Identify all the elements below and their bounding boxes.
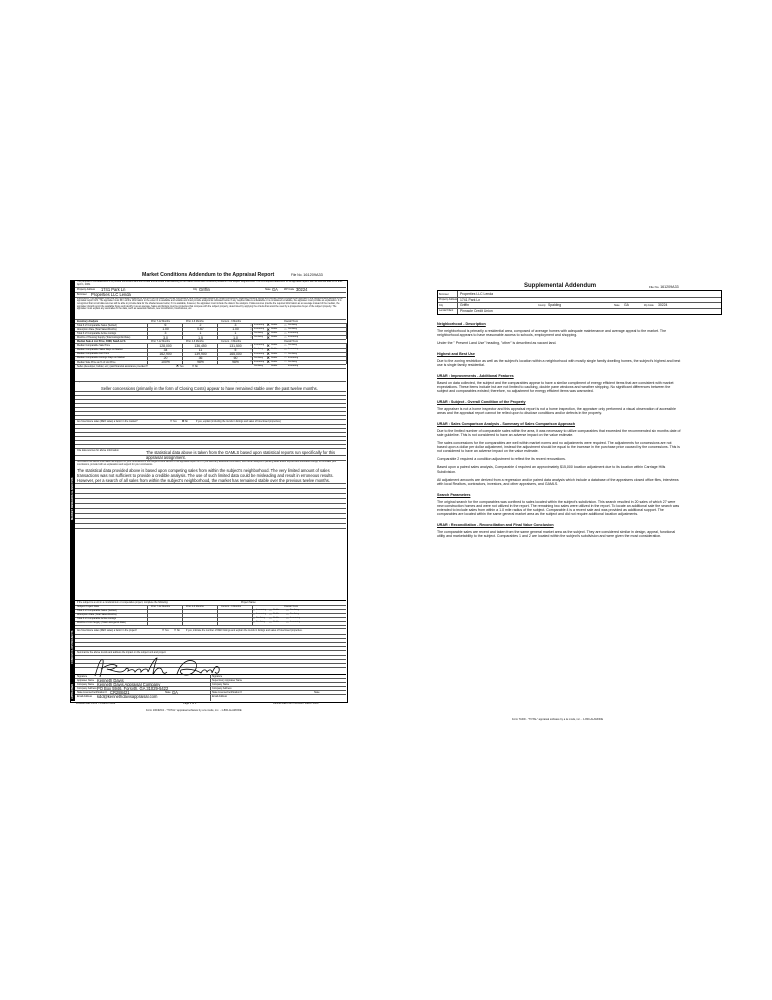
right-state: GA xyxy=(624,303,629,307)
condo-table-header: Overall Trend xyxy=(284,605,299,608)
trend-checked-mark: ✕ xyxy=(266,351,271,356)
table-cell-value: 136,450 xyxy=(194,343,207,348)
table-header: Current - 3 Months xyxy=(221,319,241,323)
section-paragraph: The original search for the comparables was confined to sales located within the subject's subdivision. This search resulted in 20 sales of which 27 were new construction homes and were not utilized in the report. The remaining two sales were utilized in the report. To locate an additional sale the search was extended to include sales from within a 1.0 mile radius of the subject. Comparable 4 is a recent sale and was provided as additional support. The comparables are located within the same general market area as the subject and did not require additional location adjustments. xyxy=(437,499,680,516)
section-heading: Highest and Best Use xyxy=(437,351,475,356)
table-cell-value: 1 xyxy=(199,331,202,336)
condo-trend-option[interactable]: Declining xyxy=(290,609,299,612)
table-row-label: Absorption Rate (Total Sales/Months) xyxy=(77,327,117,331)
trend-checkbox[interactable]: ☐ xyxy=(250,361,253,364)
condo-trend-checkbox[interactable]: ☐ xyxy=(252,618,255,620)
table-cell-value: 1.5 xyxy=(198,335,203,340)
condo-trend-checkbox[interactable]: ☐ xyxy=(269,618,272,620)
trend-checked-mark: ✕ xyxy=(266,346,271,352)
trend-option[interactable]: Stable xyxy=(271,332,278,335)
condo-trend-checkbox[interactable]: ☐ xyxy=(286,622,289,624)
zip-value: 30224 xyxy=(296,287,308,292)
trend-checkbox[interactable]: ☐ xyxy=(250,357,253,360)
trend-checkbox[interactable]: ☐ xyxy=(284,324,287,327)
intro-text: The purpose of this addendum is to provide the lender/client with a clear and accurate understanding of the market trends and conditions prevalent in the subject neighborhood. This is a required addendum for all appraisal reports with an effective date on or after April 1, 2009. xyxy=(77,281,343,286)
trend-checkbox[interactable]: ☐ xyxy=(250,353,253,356)
form-title: Market Conditions Addendum to the Appraisal Report xyxy=(142,272,275,278)
instructions-text: Instructions: The appraiser must use the information required on this form as the basis for his/her conclusions, and must provide support for those conclusions, regarding housing trends and overall market conditions as reported in the Neighborhood section of the appraisal report form. The appraiser must fill in all the information to the extent it is available and reliable and must provide analysis as indicated below. If any required data is unavailable or is considered unreliable, the appraiser must provide an explanation. It is recognized that not all data sources will be able to provide data for the shaded areas below; if it is available, however, the appraiser must include the data in the analysis. If data sources provide the required information as an average instead of the median, the appraiser should report the available figure and identify it as an average. Sales and listings must be properties that compete with the subject property, determined by applying the criteria that would be used by a prospective buyer of the subject property. The appraiser must explain any anomalies in the data, such as seasonal markets, new construction, foreclosures, etc. xyxy=(77,297,343,311)
table-cell-value: 139,900 xyxy=(194,351,207,356)
trend-option[interactable]: Declining xyxy=(254,332,263,335)
right-borrower: Properties LLC Lenda xyxy=(460,292,493,296)
condo-foreclosure-prompt: Are foreclosure sales (REO sales) a factor in the project? xyxy=(77,628,138,632)
project-name-label: Project Name: xyxy=(241,601,257,604)
table-row-label: Median Comparable Sales Days on Market xyxy=(77,348,123,352)
trend-option[interactable]: Stable xyxy=(271,344,278,347)
condo-trend-option[interactable]: Increasing xyxy=(256,613,267,616)
condo-table-header: Prior 7-12 Months xyxy=(151,605,171,608)
condo-trend-option[interactable]: Stable xyxy=(273,613,280,616)
sidebar-market-label: MARKET RESEARCH & ANALYSIS xyxy=(70,477,74,520)
condo-trend-checkbox[interactable]: ☐ xyxy=(252,622,255,624)
foreclosure-yes-checkbox[interactable]: ☐ Yes xyxy=(170,420,177,423)
table-cell-value: 20 xyxy=(163,355,168,360)
condo-row-label: Months of Unit Supply (Total Listings/Ab.Rate) xyxy=(77,621,126,625)
seller-paid-yes-checkbox[interactable]: ✕ Yes xyxy=(176,364,184,369)
table-cell-value: 34 xyxy=(163,347,168,352)
section-paragraph: Under the " Present Land Use" heading, "other" is described as vacant land. xyxy=(437,341,557,346)
section-heading: URAR : Subject - Overall Condition of the Property xyxy=(437,399,526,404)
trend-option[interactable]: Increasing xyxy=(254,360,265,363)
table-header: Prior 4-6 Months xyxy=(186,340,204,343)
footer-left: Freddie Mac Form 71 March 2009 xyxy=(76,702,116,705)
table-header: Prior 7-12 Months xyxy=(151,340,171,343)
section-paragraph: The neighborhood is primarily a residential area, composed of average homes with adequate maintenance and average appeal to the market. The neighborhood appears to have reasonable access to schools, employment and shopping. xyxy=(437,329,667,338)
section-paragraph: The appraiser is not a home inspector and this appraisal report is not a home inspection, the appraiser only performed a visual observation of accessible areas and the appraisal report cannot be relied upon to disclose conditions and/or defects in the property. xyxy=(437,406,676,415)
table-cell-value: 0.67 xyxy=(197,327,204,332)
section-paragraph: Comparable 2 required a condition adjustment to reflect the its recent renovations. xyxy=(437,457,566,462)
condo-summary-prompt: Summarize the above trends and address the impact on the subject unit and project. xyxy=(77,650,167,654)
file-no-label: File No. xyxy=(291,273,303,277)
trend-option[interactable]: Stable xyxy=(271,356,278,359)
condo-trend-option[interactable]: Declining xyxy=(256,621,265,624)
condo-trend-option[interactable]: Increasing xyxy=(256,609,267,612)
condo-row-label: Total # of Comparable Active Listings xyxy=(77,617,117,621)
trend-option[interactable]: Declining xyxy=(254,336,263,339)
section-paragraph: All adjustment amounts are derived from a regression and/or paired data analysis which include a database of the appraisers closed office files, interviews with local Realtors, contractors, investors, and other appraisers, and GAMLS. xyxy=(437,477,679,486)
foreclosure-explain: If yes, explain (including the trends in listings and sales of foreclosed properties). xyxy=(196,420,282,423)
trend-checkbox[interactable]: ☐ xyxy=(250,324,253,327)
trend-checkbox[interactable]: ☐ xyxy=(250,345,253,347)
condo-table-header: Subject Project Data xyxy=(77,605,99,608)
condo-prompt: If the subject is a unit in a condominium or cooperative project, complete the following: xyxy=(77,601,169,604)
trend-checked-mark: ✕ xyxy=(266,359,271,365)
trend-option[interactable]: Increasing xyxy=(288,336,299,339)
table-cell-value: 2 xyxy=(199,323,202,328)
trend-checkbox[interactable]: ☐ xyxy=(284,349,287,352)
state-value: GA xyxy=(272,287,278,292)
trend-option[interactable]: Increasing xyxy=(288,364,299,367)
section-paragraph: The sales concessions for the comparables are well within market norms and no adjustments were required. The adjustments for concessions are not based upon a dollar per dollar adjustment, instead the adjustment should be equal to the increase in the purchase price caused by the concessions. This is not considered to have an adverse impact on the value estimate. xyxy=(437,440,680,454)
condo-trend-checkbox[interactable]: ☐ xyxy=(269,622,272,624)
section-heading: Search Parameters xyxy=(437,492,471,497)
condo-trend-option[interactable]: Declining xyxy=(256,617,265,620)
trend-option[interactable]: Declining xyxy=(288,328,297,330)
table-cell-value: 1.0 xyxy=(233,335,238,340)
condo-trend-checkbox[interactable]: ☐ xyxy=(286,610,289,612)
table-cell-value: 6 xyxy=(164,323,167,328)
trend-checked-mark: ✕ xyxy=(266,330,271,336)
section-heading: URAR : Improvements - Additional Features xyxy=(437,373,514,378)
trend-checkbox[interactable]: ☐ xyxy=(284,336,287,339)
trend-option[interactable]: Declining xyxy=(288,323,297,326)
city-value: Griffin xyxy=(199,287,210,292)
trend-option[interactable]: Stable xyxy=(271,323,278,326)
condo-trend-checkbox[interactable]: ☐ xyxy=(252,614,255,616)
table-cell-value: 36 xyxy=(198,355,203,360)
table-header: Prior 7-12 Months xyxy=(151,319,171,323)
condo-foreclosure-explain: If yes, indicate the number of REO listings and explain the trends in listings and sales of foreclosed properties. xyxy=(186,628,303,632)
sidebar-appraiser-label: APPRAISER xyxy=(70,683,74,699)
trend-option[interactable]: Increasing xyxy=(254,323,265,326)
trend-option[interactable]: Declining xyxy=(288,360,297,363)
condo-trend-checkbox[interactable]: ☐ xyxy=(269,610,272,612)
table-cell-value: 98% xyxy=(197,360,204,364)
trend-option[interactable]: Declining xyxy=(288,352,297,355)
concessions-text: Seller concessions (primarily in the form of Closing Costs) appear to have remained stable over the past twelve months. xyxy=(101,386,318,391)
condo-row-label: Absorption Rate (Total Sales/Months) xyxy=(77,613,117,617)
table-row-label: Total # of Comparable Active Listings xyxy=(77,331,117,335)
table-cell-value: 3.0 xyxy=(163,335,168,340)
section-heading: Neighborhood - Description xyxy=(437,322,486,326)
table-row-label: Median Sale Price as % of List Price xyxy=(77,360,116,364)
condo-row-label: Total # of Comparable Sales (Settled) xyxy=(77,609,117,613)
table-header: Overall Trend xyxy=(284,340,299,343)
trend-checkbox[interactable]: ☐ xyxy=(250,349,253,352)
seller-paid-label: Seller-(developer, builder, etc.) paid financial assistance prevalent? xyxy=(77,364,148,368)
trend-option[interactable]: Stable xyxy=(271,336,278,339)
footer-center: Page 1 of 1 xyxy=(183,702,197,705)
table-header: Current - 3 Months xyxy=(221,340,241,343)
supplemental-addendum-page xyxy=(437,281,720,721)
foreclosure-no-checkbox[interactable]: ☒ No xyxy=(182,420,188,423)
table-row-label: Months of Housing Supply (Total Listings/Ab.Rate) xyxy=(77,336,131,339)
trend-checked-mark: ✕ xyxy=(266,334,271,340)
table-cell-value: 162,900 xyxy=(159,351,172,356)
right-lender: Pinnacle Credit Union xyxy=(460,308,493,313)
trend-checkbox[interactable]: ☐ xyxy=(284,328,287,331)
condo-trend-checkbox[interactable]: ☐ xyxy=(269,614,272,616)
table-cell-value: 3 xyxy=(234,323,237,328)
table-cell-value: 11 xyxy=(198,347,203,352)
summary-text: The statistical data provided above is based upon competing sales from within the subject's neighborhood. The very limited amount of sales transactions was not sufficient to provide a credible analysis. The use of such limited data could be misleading and result in erroneous results. However, per a search of all sales from within the subject's neighborhood, the market has remained stable over the previous twelve months. xyxy=(77,468,334,484)
table-cell-value: 5 xyxy=(234,347,237,352)
condo-trend-option[interactable]: Increasing xyxy=(290,617,301,620)
borrower-value: Properties LLC Lenda xyxy=(91,292,131,297)
table-cell-value: 131,500 xyxy=(229,343,242,348)
condo-trend-option[interactable]: Stable xyxy=(273,609,280,612)
section-paragraph: Due to the zoning restriction as well as the subject's location within a neighborhood with mostly single family dwelling homes, the subject's highest and best use is single family residential. xyxy=(437,358,681,368)
condo-table-header: Prior 4-6 Months xyxy=(186,605,204,608)
section-paragraph: Based on data collected, the subject and the comparables appear to have a similar compliment of energy efficient items that are consistent with market expectations. These items include but are not limited to caulking, double pane windows and weather stripping. No significant differences between the subject and comparables existed; therefore, no adjustment for energy efficient items was warranted. xyxy=(437,380,674,394)
table-cell-value: 98% xyxy=(232,360,239,364)
foreclosure-prompt: Are foreclosure sales (REO sales) a factor in the market? xyxy=(77,420,138,423)
trend-option[interactable]: Stable xyxy=(271,348,278,351)
right-footer: Form TADD - "TOTAL" appraisal software by a la mode, inc. - 1-800-ALAMODE xyxy=(512,718,604,721)
trend-checkbox[interactable]: ☐ xyxy=(250,332,253,335)
trend-option[interactable]: Increasing xyxy=(288,348,299,351)
table-row-label: Median Comparable List Price xyxy=(77,352,110,356)
condo-trend-option[interactable]: Stable xyxy=(273,621,280,624)
company-address: PO Box 5946, Forsyth, GA 31029-5422 xyxy=(97,685,169,691)
condo-foreclosure-no-checkbox[interactable]: ☐ No xyxy=(174,628,180,632)
file-no-value: 161209A33 xyxy=(303,273,323,277)
condo-trend-checkbox[interactable]: ☐ xyxy=(286,614,289,616)
data-source-prompt: Cite data sources for above information. xyxy=(77,449,120,452)
trend-checkbox[interactable]: ☐ xyxy=(284,357,287,360)
table-cell-value: 165,000 xyxy=(229,351,242,356)
condo-table-header: Current - 3 Months xyxy=(221,605,241,608)
trend-checkbox[interactable]: ☐ xyxy=(250,336,253,339)
property-address-value: 1741 Park Ln xyxy=(101,287,126,292)
condo-trend-option[interactable]: Declining xyxy=(290,613,299,616)
section-paragraph: Due to the limited number of comparable sales within the area, it was necessary to utilize comparables that exceeded the recommended six months date of sale guideline. This is not considered to have an adverse impact on the value estimate. xyxy=(437,428,681,437)
table-cell-value: 1 xyxy=(234,331,237,336)
right-city: Griffin xyxy=(460,303,469,307)
right-address: 1741 Park Ln xyxy=(460,297,481,302)
appraiser-signature xyxy=(91,656,226,680)
market-conditions-addendum-page: Market Conditions Addendum to the Appraisal Report File No. 161209A33 MARKET RESEARCH & ANALYSIS CONDO/CO-OP PROJECTS APPRAISER The purpose of this addendum is to provide the lender/client with a clear and accurate understanding of the market trends and conditions prevalent in the subject neighborhood. This is a required addendum for all appraisal reports with an effective date on or after April 1, 2009. Property Address 1741 Park Ln City Griffin State GA ZIP Code 30224 Borrower Properties LLC Lenda Instructions: The appraiser must use the information required on this form as the basis for his/her conclusions, and must provide support for those conclusions, regarding housing trends and overall market conditions as reported in the Neighborhood section of the appraisal report form. The appraiser must fill in all the information to the extent it is available and reliable and must provide analysis as indicated below. If any required data is unavailable or is considered unreliable, the appraiser must provide an explanation. It is recognized that not all data sources will be able to provide data for the shaded areas below; if it is available, however, the appraiser must include the data in the analysis. If data sources provide the required information as an average instead of the median, the appraiser should report the available figure and identify it as an average. Sales and listings must be properties that compete with the subject property, determined by applying the criteria that would be used by a prospective buyer of the subject property. The appraiser must explain any anomalies in the data, such as seasonal markets, new construction, foreclosures, etc. Explain in detail the seller concessions trends for the past 12 months (e.g., seller contributions increased from 3% to 5%, increasing use of buydowns, closing costs, condo fees, options, etc.). Seller concessions (primarily in the form of Closing Costs) appear to have remained stable over the past twelve months. Are foreclosure sales (REO sales) a factor in the market? ☐ Yes ☒ No If yes, explain (including the trends in listings and sales of foreclosed properties). Cite data sources for above information. The statistical data above is taken from the GAMLS based upon statistical reports run specifically for this appraisal assignment. Summarize the above information as support for your conclusions in the Neighborhood section of the appraisal report form. If you used any additional information, such as an analysis of pending sales and/or expired and withdrawn listings, to formulate your conclusions, provide both an explanation and support for your conclusions. The statistical data provided above is based upon competing sales from within the subject's neighborhood. The very limited amount of sales transactions was not sufficient to provide a credible analysis. The use of such limited data could be misleading and result in erroneous results. However, per a search of all sales from within the subject's neighborhood, the market has remained stable over the previous twelve months. If the subject is a unit in a condominium or cooperative project, complete the following: Project Name: Are foreclosure sales (REO sales) a factor in the project? ☐ Yes ☐ No If yes, indicate the number of REO listings and explain the trends in listings and sales of foreclosed properties. Summarize the above trends and address the impact on the subject unit and project. Signature Appraiser Name Kenneth Davis Company Name Kenneth Davis Appraisal Company Company Address PO Box 5946, Forsyth, GA 31029-5422 State License/Certification # CR288421 State GA Email Address kdd@kennethdavisappraisal.com Signature Supervisory Appraiser Name Company Name Company Address State License/Certification # State Email Address Freddie Mac Form 71 March 2009 Page 1 of 1 Fannie Mae Form 1004MC March 2009 Form 1004MC2 - "TOTAL" appraisal software by a la mode, inc. - 1-800-ALAMODE Inventory Analysis Prior 7-12 Months Prior 4-6 Months Current - 3 Months Overall Trend Total # of Comparable Sales (Settled) 6 2 3 Increasing ☐ Stable ✕ Declining ☐ Absorption Rate (Total Sales/Months) 1.00 0.67 1.00 Increasing ☐ Stable ✕ Declining ☐ Total # of Comparable Active Listings 3 1 1 Declining ☐ Stable ✕ Increasing ☐ Months of Housing Supply (Total Listings/Ab.Rate) 3.0 1.5 1.0 Declining ☐ Stable ✕ Increasing ☐ Median Sale & List Price, DOM, Sale/List % Prior 7-12 Months Prior 4-6 Months Current - 3 Months Overall Trend Median Comparable Sale Price 128,000 136,450 131,500 Increasing ☐ Stable ✕ Declining ☐ Median Comparable Sales Days on Market 34 11 5 Declining ☐ Stable ✕ Increasing ☐ Median Comparable List Price 162,900 139,900 165,000 Increasing ☐ Stable ✕ Declining ☐ Median Comparable Listings Days on Market 20 36 60 Declining ☐ Stable ✕ Increasing ☐ Median Sale Price as % of List Price 100% 98% 98% Increasing ☐ Stable ✕ Declining ☐ Seller-(developer, builder, etc.) paid financial assistance prevalent? ✕ Yes ☐ No Declining Stable Increasing Subject Project Data Prior 7-12 Months Prior 4-6 Months Current - 3 Months Overall Trend Total # of Comparable Sales (Settled) Increasing ☐ Stable ☐ Declining ☐ Absorption Rate (Total Sales/Months) Increasing ☐ Stable ☐ Declining ☐ Total # of Comparable Active Listings Declining ☐ Stable ☐ Increasing ☐ Months of Unit Supply (Total Listings/Ab.Rate) Declining ☐ Stable ☐ Increasing ☐ xyxy=(66,272,384,714)
trend-checked-mark: ✕ xyxy=(266,322,271,328)
sidebar-condo-label: CONDO/CO-OP PROJECTS xyxy=(70,630,74,664)
summary-prompt: Summarize the above information as support for your conclusions in the Neighborhood section of the appraisal report form. If you used any additional information, such as an analysis of pending sales and/or expired and withdrawn listings, to formulate your conclusions, provide both an explanation and support for your conclusions. xyxy=(77,461,337,466)
table-cell-value: 60 xyxy=(233,355,238,360)
table-header: Overall Trend xyxy=(284,319,299,323)
trend-option[interactable]: Stable xyxy=(271,352,278,355)
supplemental-title: Supplemental Addendum xyxy=(524,283,597,289)
trend-option[interactable]: Stable xyxy=(271,328,278,330)
appraiser-email: kdd@kennethdavisappraisal.com xyxy=(97,693,158,699)
right-zip: 30224 xyxy=(658,303,668,307)
company-name: Kenneth Davis Appraisal Company xyxy=(97,681,161,687)
table-header: Prior 4-6 Months xyxy=(186,319,204,323)
condo-trend-option[interactable]: Increasing xyxy=(290,621,301,624)
seller-paid-no-checkbox[interactable]: ☐ No xyxy=(192,364,198,368)
condo-trend-checkbox[interactable]: ☐ xyxy=(286,618,289,620)
table-row-label: Total # of Comparable Sales (Settled) xyxy=(77,323,117,327)
trend-checkbox[interactable]: ☐ xyxy=(284,353,287,356)
table-row-label: Median Comparable Sale Price xyxy=(77,344,111,348)
trend-option[interactable]: Declining xyxy=(254,364,263,367)
license-number: CR288421 xyxy=(110,689,130,695)
trend-checkbox[interactable]: ☐ xyxy=(284,361,287,364)
right-file-no: 161209A33 xyxy=(660,285,679,289)
table-cell-value: 1.00 xyxy=(162,327,169,332)
trend-checkbox[interactable]: ☐ xyxy=(284,332,287,335)
trend-option[interactable]: Declining xyxy=(254,356,263,359)
data-source-text: The statistical data above is taken from the GAMLS based upon statistical reports run specifically for this appraisal assignment. xyxy=(146,450,336,460)
trend-option[interactable]: Increasing xyxy=(254,344,265,347)
trend-checked-mark: ✕ xyxy=(266,355,271,361)
condo-trend-checkbox[interactable]: ☐ xyxy=(252,610,255,612)
appraiser-name: Kenneth Davis xyxy=(97,677,124,683)
table-row-label: Median Comparable Listings Days on Market xyxy=(77,356,125,360)
condo-foreclosure-yes-checkbox[interactable]: ☐ Yes xyxy=(162,628,169,632)
table-cell-value: 3 xyxy=(164,331,167,336)
section-heading: URAR : Sales Comparison Analysis - Summary of Sales Comparison Approach xyxy=(437,421,576,426)
right-county: Spalding xyxy=(548,303,562,307)
table-cell-value: 128,000 xyxy=(159,343,172,348)
trend-checkbox[interactable]: ☐ xyxy=(250,328,253,331)
table-cell-value: 1.00 xyxy=(232,327,239,332)
trend-option[interactable]: Increasing xyxy=(288,356,299,359)
table-cell-value: 100% xyxy=(161,360,170,364)
table-header: Inventory Analysis xyxy=(77,319,99,323)
trend-option[interactable]: Increasing xyxy=(254,328,265,330)
trend-option[interactable]: Increasing xyxy=(288,332,299,335)
table-header: Median Sale & List Price, DOM, Sale/List % xyxy=(77,340,126,343)
supplemental-header-box: Borrower Properties LLC Lenda Property Address 1741 Park Ln City Griffin County Spalding State GA Zip Code 30224 Lender/Client Pinnacle Credit Union xyxy=(437,290,722,315)
trend-checked-mark: ✕ xyxy=(266,342,271,348)
footer-right: Fannie Mae Form 1004MC March 2009 xyxy=(273,702,319,705)
trend-option[interactable]: Stable xyxy=(271,360,278,363)
footer-software: Form 1004MC2 - "TOTAL" appraisal software by a la mode, inc. - 1-800-ALAMODE xyxy=(146,709,242,712)
section-paragraph: The comparable sales are recent and taken from the same general market area as the subject. They are considered similar in design, appeal, functional utility and marketability to the subject. Comparables 1 and 2 are located within the subject's subdivision and were given the most consideration. xyxy=(437,529,676,538)
trend-checked-mark: ✕ xyxy=(266,326,271,332)
trend-checkbox[interactable]: ☐ xyxy=(284,345,287,347)
trend-option[interactable]: Increasing xyxy=(254,352,265,355)
section-heading: URAR : Reconciliation - Reconciliation and Final Value Conclusion xyxy=(437,522,554,527)
condo-trend-option[interactable]: Stable xyxy=(273,617,280,620)
concessions-prompt: Explain in detail the seller concessions trends for the past 12 months (e.g., seller contributions increased from 3% to 5%, increasing use of buydowns, closing costs, condo fees, options, etc.). xyxy=(77,381,271,383)
license-state: GA xyxy=(172,689,178,695)
trend-option[interactable]: Declining xyxy=(288,344,297,347)
section-paragraph: Based upon a paired sales analysis, Comparable 4 required an approximately $15,000 location adjustment due to its location within Carriage Hills Subdivision. xyxy=(437,465,666,474)
right-file-no-label: File No. xyxy=(649,285,660,289)
trend-option[interactable]: Declining xyxy=(254,348,263,351)
trend-option[interactable]: Stable xyxy=(271,364,278,367)
